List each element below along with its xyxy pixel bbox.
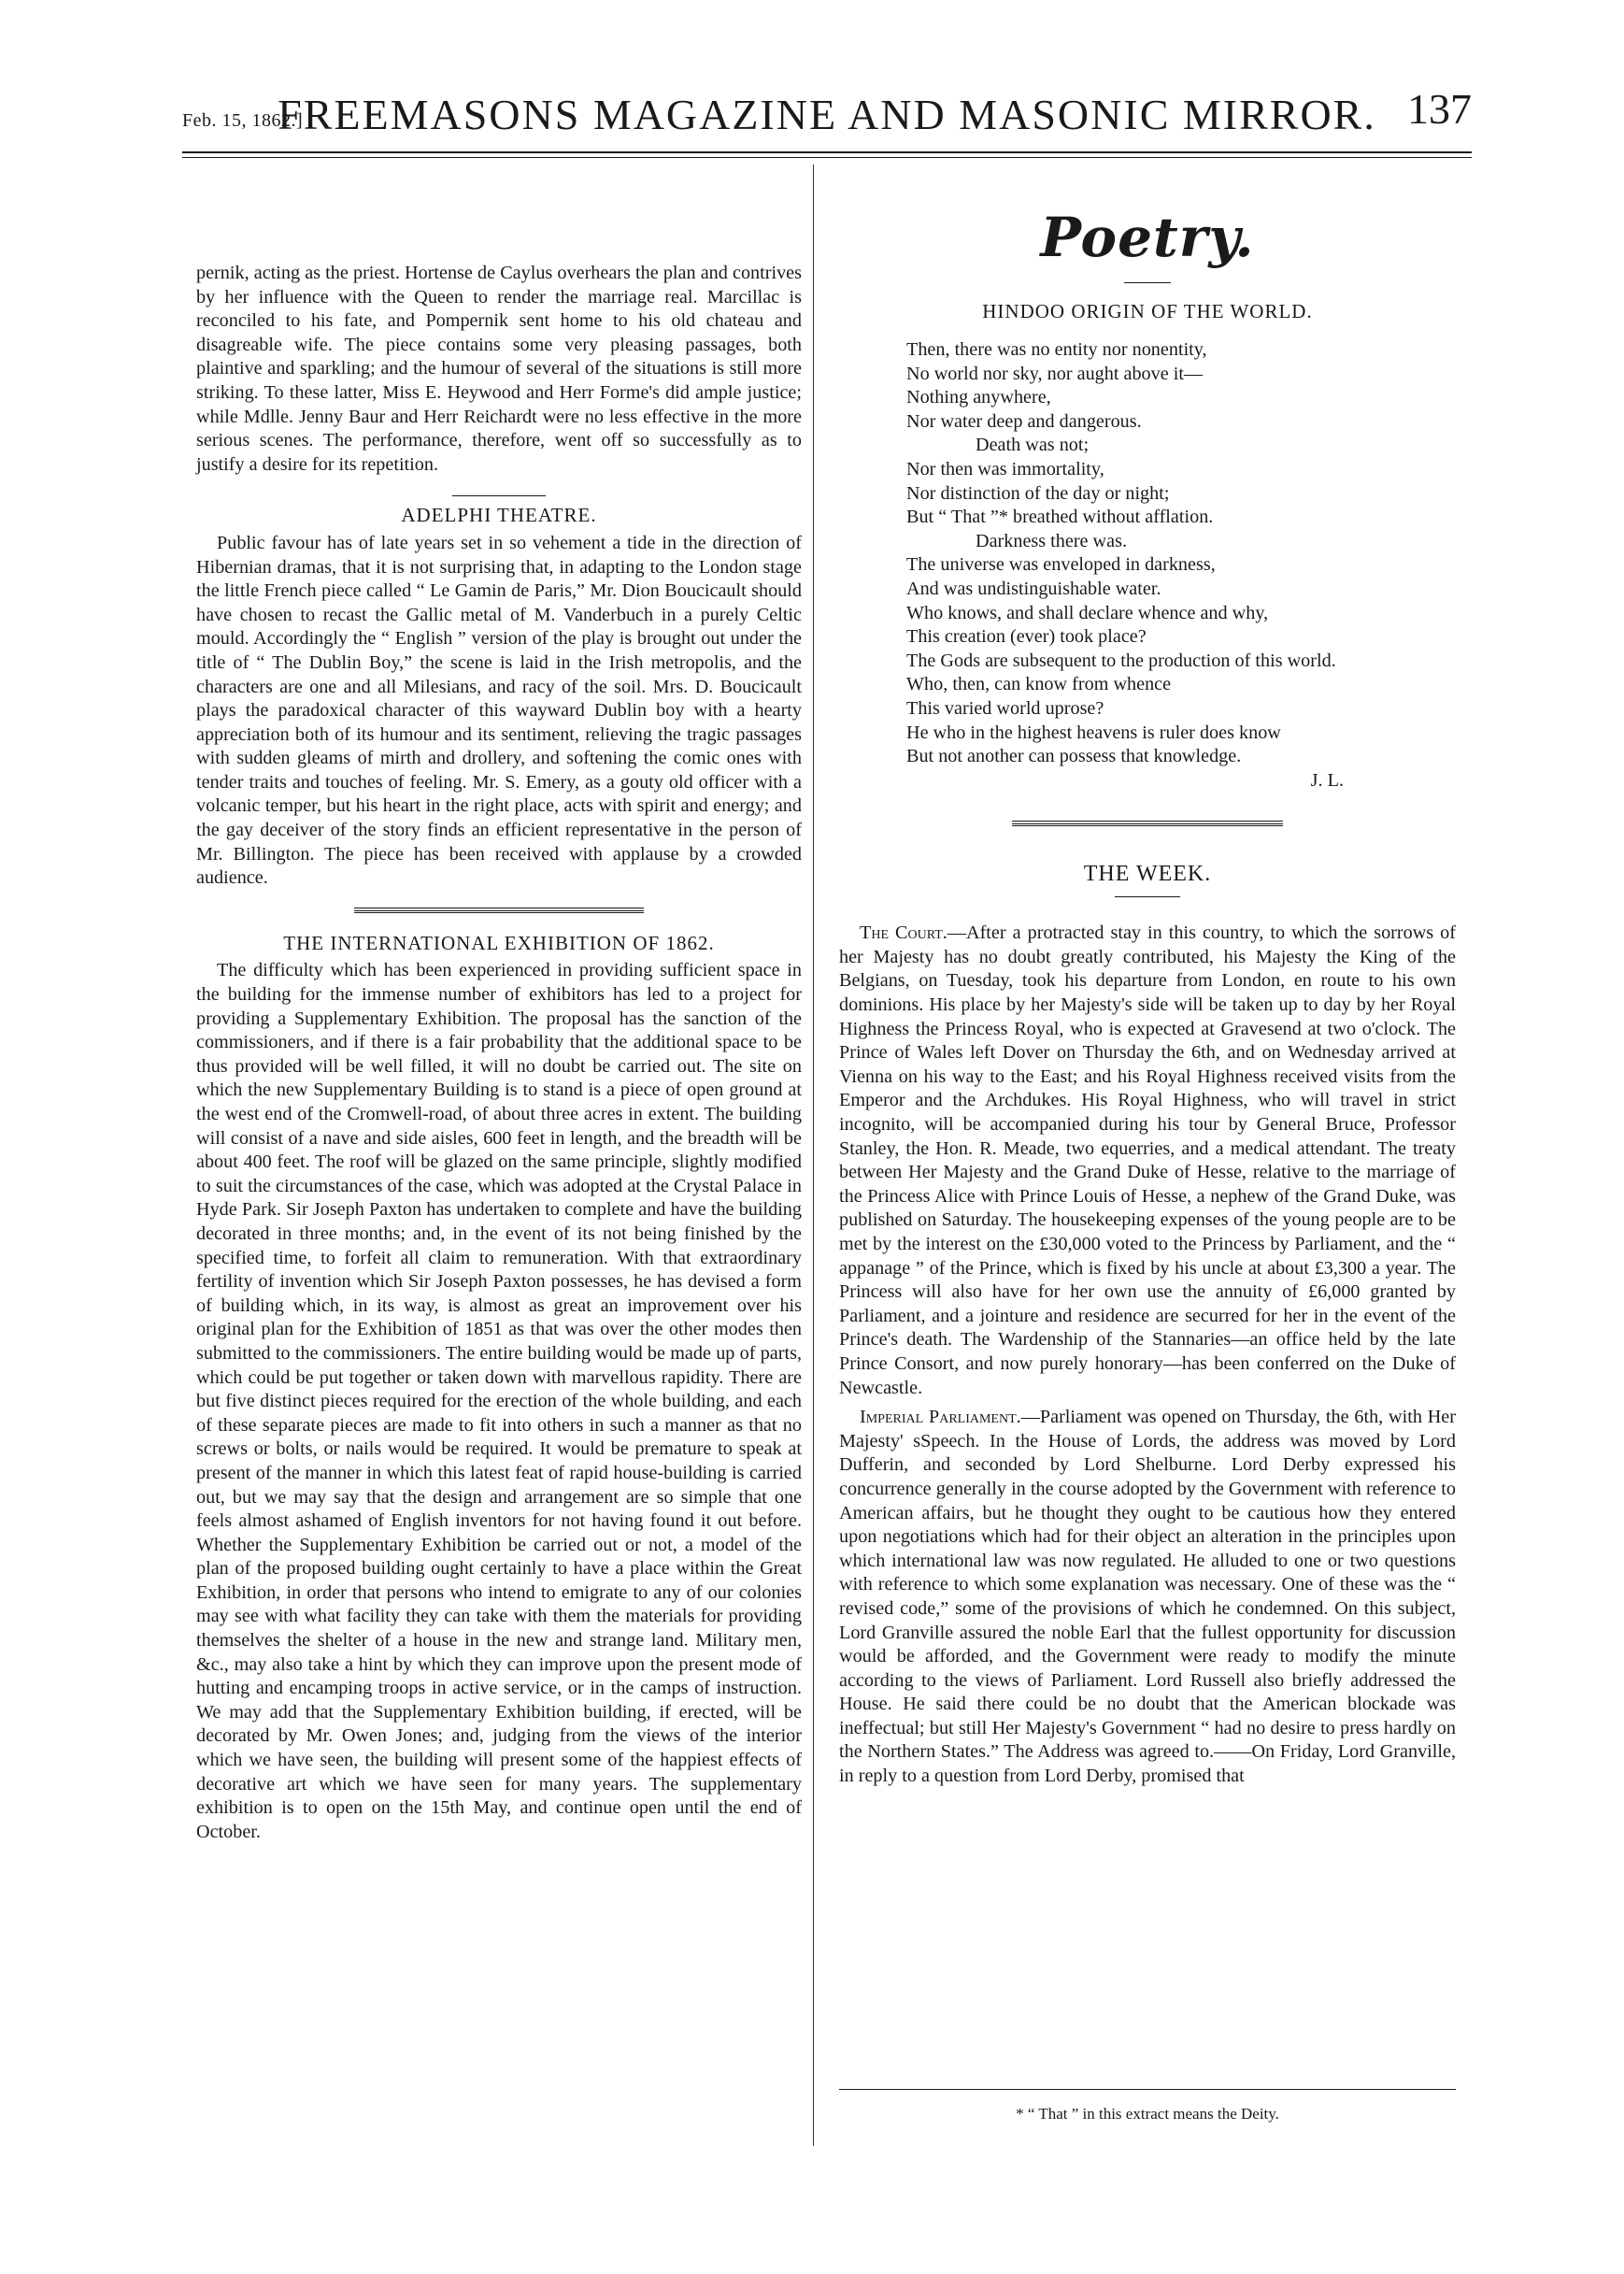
poetry-section-title: Poetry. <box>1040 206 1255 269</box>
parliament-paragraph <box>839 1406 1456 1789</box>
page-number: 137 <box>1407 85 1472 133</box>
poem-line: But “ That ”* breathed without afflation. <box>906 507 1214 528</box>
poem-line: This creation (ever) took place? <box>906 626 1147 648</box>
poem-title: HINDOO ORIGIN OF THE WORLD. <box>982 300 1313 322</box>
poem-line: No world nor sky, nor aught above it— <box>906 363 1204 384</box>
poem-line: The Gods are subsequent to the production of this world. <box>906 650 1336 671</box>
section-double-rule <box>354 908 644 913</box>
week-rule <box>1115 896 1180 897</box>
poem-line: Nothing anywhere, <box>906 387 1051 408</box>
court-paragraph <box>839 922 1456 1400</box>
poem-line: Darkness there was. <box>976 530 1128 551</box>
poetry-end-rule <box>1012 821 1283 826</box>
poem-line: Nor water deep and dangerous. <box>906 410 1142 432</box>
exhibition-article: The difficulty which has been experienced in providing sufficient space in the building for the immense number of exhibitors has led to a project for providing a Supplementary Exhibition. The proposal has the sanction of the commissioners, and if there is a fair probability that the additional space to be thus provided will be well filled, it will no doubt be carried out. The site on which the new Supplementary Building is to stand is a piece of open ground at the west end of the Cromwell-road, of about three acres in extent. The building will consist of a nave and side aisles, 600 feet in length, and the breadth will be about 400 feet. The roof will be glazed on the same principle, slightly modified to suit the circumstances of the case, which was adopted at the Crystal Palace in Hyde Park. Sir Joseph Paxton has undertaken to complete and have the building decorated in three months; and, in the event of its not being finished by the specified time, to forfeit all claim to remuneration. With that extraordinary fertility of invention which Sir Joseph Paxton possesses, he has devised a form of building which, in its way, is almost as great an improvement over his original plan for the Exhibition of 1851 as that was over the other modes then submitted to the commissioners. The entire building would be made up of parts, which could be put together or taken down with marvellous rapidity. There are but five distinct pieces required for the erection of the whole building, and each of these separate pieces are made to fit into others in such a manner as that no screws or bolts, or nails would be required. It would be premature to speak at present of the manner in which this latest feat of rapid house-building is carried out, but we may say that the design and arrangement are so simple that one feels almost ashamed of English inventors for not having found it out before. Whether the Supplementary Exhibition be carried out or not, a model of the plan of the proposed building ought certainly to have a place within the Great Exhibition, in order that persons who intend to emigrate to any of our colonies may see with what facility they can take with them the materials for providing themselves the shelter of a house in the new and strange land. Military men, &c., may also take a hint by which they can improve upon the present mode of hutting and encamping troops in active service, or in the camps of instruction. We may add that the Supplementary Exhibition building, if erected, will be decorated by Mr. Owen Jones; and, judging from the views of the interior which we have seen, the building will present some of the happiest effects of decorative art which we have seen for many years. The supplementary exhibition is to open on the 15th May, and continue open until the end of October. <box>196 960 802 1842</box>
left-column <box>196 262 802 1844</box>
poem <box>906 338 1456 793</box>
section-rule <box>452 495 546 496</box>
poem-line: And was undistinguishable water. <box>906 578 1161 599</box>
page-header <box>182 82 1472 148</box>
week-articles <box>839 922 1456 1788</box>
poem-line: This varied world uprose? <box>906 697 1104 719</box>
poem-line: Death was not; <box>976 435 1090 456</box>
poetry-rule <box>1124 282 1171 283</box>
parliament-lead: Imperial Parliament. <box>860 1407 1021 1428</box>
poem-line: He who in the highest heavens is ruler does know <box>906 722 1281 743</box>
poem-signature: J. L. <box>1310 769 1344 791</box>
footnote: * “ That ” in this extract means the Deity. <box>1016 2105 1279 2123</box>
court-text: —After a protracted stay in this country, to which the sorrows of her Majesty has no doubt greatly contributed, his Majesty the King of the Belgians, on Tuesday, took his departure from London, en route to his own dominions. His place by her Majesty's side will be taken up to day by her Royal Highness the Princess Royal, who is expected at Gravesend at two o'clock. The Prince of Wales left Dover on Thursday the 6th, and on Wednesday arrived at Vienna on his way to the East; and his Royal Highness received visits from the Emperor and the Archdukes. His Royal Highness, who will travel in strict incognito, will be accompanied during his tour by General Bruce, Professor Stanley, the Hon. R. Meade, two equerries, and a medical attendant. The treaty between Her Majesty and the Grand Duke of Hesse, relative to the marriage of the Princess Alice with Prince Louis of Hesse, a nephew of the Grand Duke, was published on Saturday. The housekeeping expenses of the young people are to be met by the interest on the £30,000 voted to the Princess by Parliament, and the “ appanage ” of the Prince, which is fixed by his uncle at about £3,300 a year. The Princess will also have for her own use the annuity of £6,000 granted by Parliament, and a jointure and residence are securred for her in the event of the Prince's death. The Wardenship of the Stannaries—an office held by the late Prince Consort, and now purely honorary—has been conferred on the Duke of Newcastle. <box>839 922 1456 1398</box>
week-heading: THE WEEK. <box>1083 862 1212 887</box>
poetry-section <box>839 206 1456 1789</box>
magazine-title: FREEMASONS MAGAZINE AND MASONIC MIRROR. <box>278 91 1376 138</box>
parliament-text: —Parliament was opened on Thursday, the 6th, with Her Majesty' sSpeech. In the House of Lords, the address was moved by Lord Dufferin, and seconded by Lord Shelburne. Lord Derby expressed his concurrence generally in the course adopted by the Government with reference to American affairs, but he thought they ought to be cautious how they entered upon negotiations which had for their object an alteration in the principles upon which international law was now regulated. He alluded to one or two questions with reference to which some explanation was necessary. One of these was the “ revised code,” some of the provisions of which he condemned. On this subject, Lord Granville assured the noble Earl that the fullest opportunity for discussion would be afforded, and the Government were ready to modify the minute according to the views of Parliament. Lord Russell also briefly addressed the House. He said there could be no doubt that the American blockade was ineffectual; but still Her Majesty's Government “ had no desire to press hardly on the Northern States.” The Address was agreed to.——On Friday, Lord Granville, in reply to a question from Lord Derby, promised that <box>839 1407 1456 1787</box>
article-continuation: pernik, acting as the priest. Hortense de Caylus overhears the plan and contrives by her influence with the Queen to render the marriage real. Marcillac is reconciled to his fate, and Pompernik sent home to his old chateau and disagreable wife. The piece contains some very pleasing passages, both plaintive and sparkling; and the humour of several of the situations is still more striking. To these latter, Miss E. Heywood and Herr Forme's did ample justice; while Mdlle. Jenny Baur and Herr Reichardt were no less effective in the more serious scenes. The performance, therefore, went off so successfully as to justify a desire for its repetition. <box>196 263 802 475</box>
adelphi-article: Public favour has of late years set in so vehement a tide in the direction of Hibernian dramas, that it is not surprising that, in adapting to the London stage the little French piece called “ Le Gamin de Paris,” Mr. Dion Boucicault should have chosen to recast the Gallic metal of M. Vanderbuch in a purely Celtic mould. Accordingly the “ English ” version of the play is brought out under the title of “ The Dublin Boy,” the scene is laid in the Irish metropolis, and the characters are one and all Milesians, and racy of the soil. Mrs. D. Boucicault plays the paradoxical character of this wayward Dublin boy with a hearty appreciation both of its humour and its sentiment, relieving the tragic passages with sudden gleams of mirth and drollery, and softening the comic ones with tender traits and touches of feeling. Mr. S. Emery, as a gouty old officer with a volcanic temper, but his heart in the right place, acts with spirit and energy; and the gay deceiver of the story finds an efficient representative in the person of Mr. Billington. The piece has been received with applause by a crowded audience. <box>196 532 802 889</box>
column-divider <box>813 164 814 2146</box>
adelphi-heading: ADELPHI THEATRE. <box>401 504 597 527</box>
exhibition-heading: THE INTERNATIONAL EXHIBITION OF 1862. <box>283 931 715 954</box>
header-rule-thin <box>182 157 1472 158</box>
header-rule <box>182 151 1472 153</box>
poem-line: Nor distinction of the day or night; <box>906 482 1170 504</box>
issue-date: Feb. 15, 1862.] <box>182 110 304 131</box>
footnote-rule <box>839 2089 1456 2090</box>
poem-line: Nor then was immortality, <box>906 458 1104 479</box>
court-lead: The Court. <box>860 922 947 944</box>
poem-line: Who knows, and shall declare whence and why, <box>906 602 1269 623</box>
poem-line: The universe was enveloped in darkness, <box>906 554 1216 576</box>
poem-line: Then, there was no entity nor nonentity, <box>906 339 1207 360</box>
poem-line: But not another can possess that knowledge. <box>906 746 1242 767</box>
poem-line: Who, then, can know from whence <box>906 674 1172 695</box>
